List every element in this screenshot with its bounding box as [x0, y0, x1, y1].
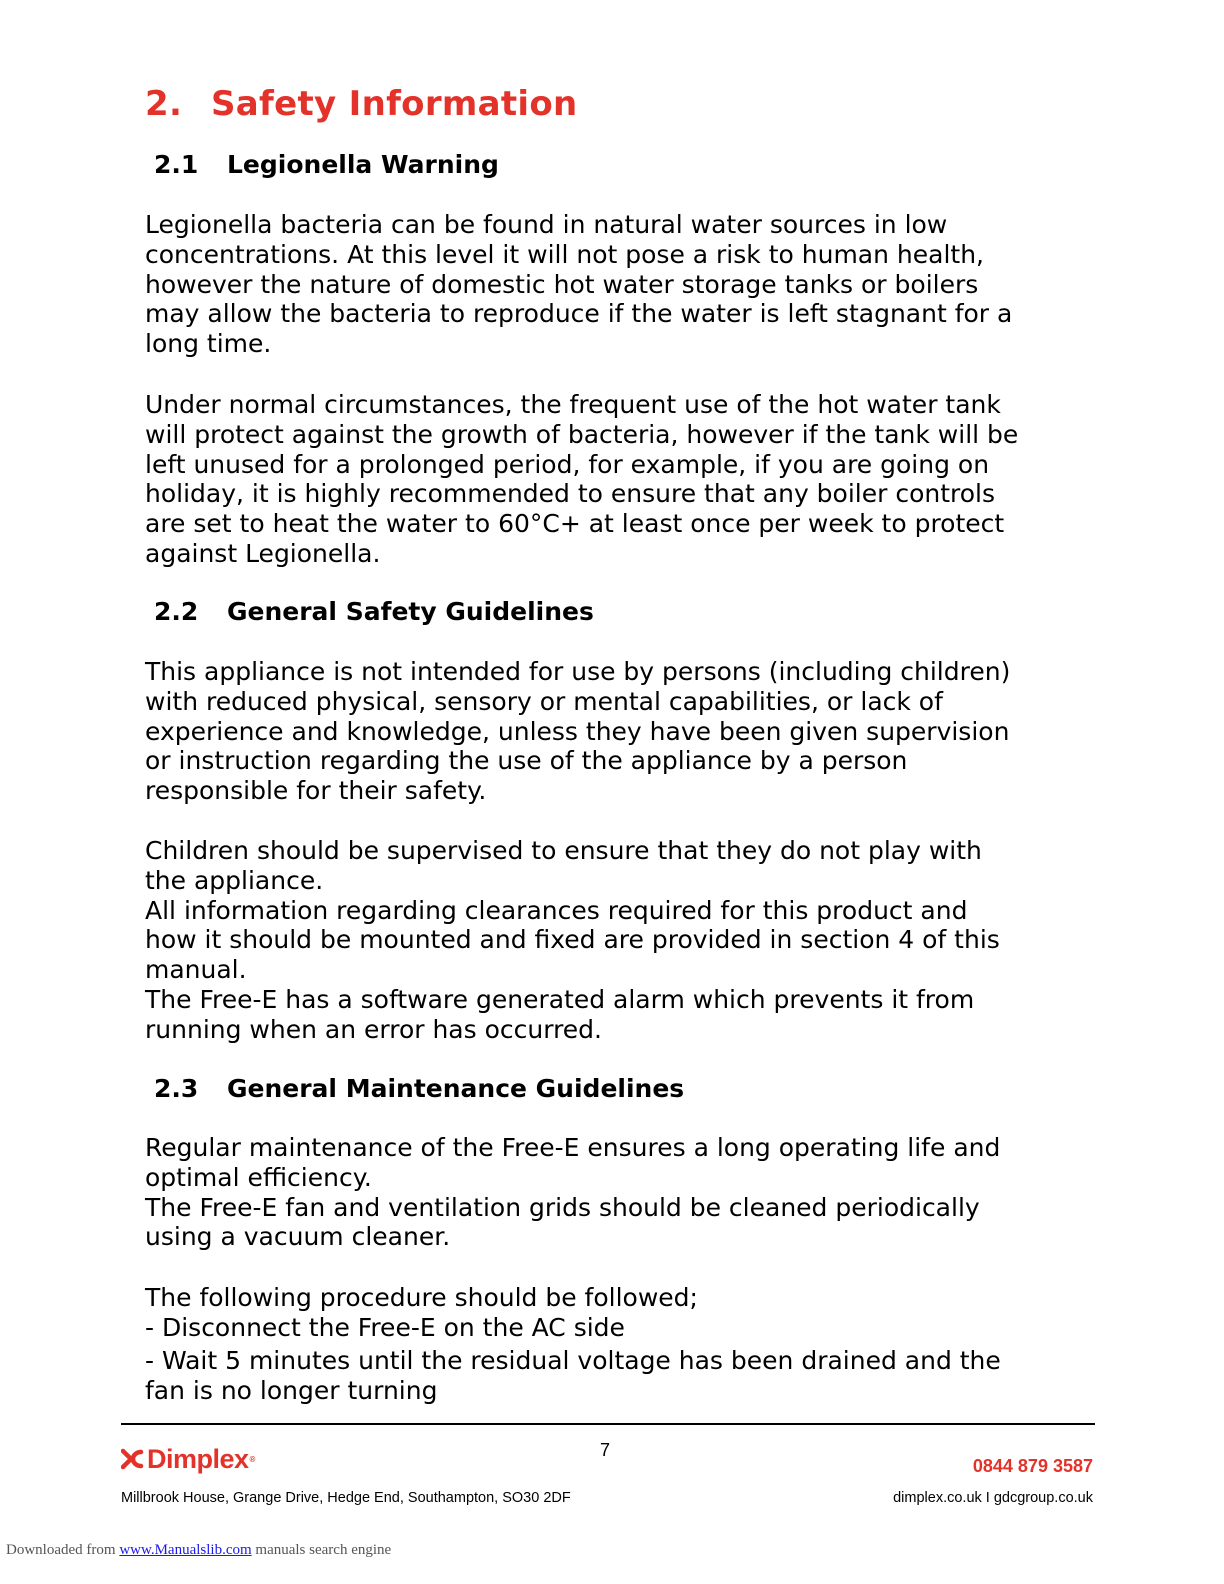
text-line: Regular maintenance of the Free-E ensures a long operating life and: [145, 1133, 1001, 1162]
text-line: the appliance.: [145, 865, 324, 895]
paragraph: [145, 1133, 1085, 1252]
text-line: - Wait 5 minutes until the residual voltage has been drained and the: [145, 1346, 1001, 1375]
subsection-heading-2-2: [154, 597, 594, 626]
dimplex-logo-icon: [121, 1448, 145, 1470]
text-line: optimal efficiency.: [145, 1162, 372, 1192]
paragraph: [145, 1346, 1085, 1406]
text-line: The Free-E fan and ventilation grids should be cleaned periodically: [145, 1192, 980, 1222]
section-heading: [145, 84, 578, 124]
text-line: manual.: [145, 955, 247, 985]
text-line: running when an error has occurred.: [145, 1014, 602, 1044]
text-line: The Free-E has a software generated alarm which prevents it from: [145, 984, 975, 1014]
text-line: - Disconnect the Free-E on the AC side: [145, 1312, 625, 1342]
text-line: left unused for a prolonged period, for example, if you are going on: [145, 449, 990, 479]
company-address: Millbrook House, Grange Drive, Hedge End, Southampton, SO30 2DF: [121, 1490, 571, 1506]
dimplex-logo: [121, 1442, 255, 1476]
text-line: Children should be supervised to ensure that they do not play with: [145, 836, 982, 865]
download-note: [6, 1542, 391, 1559]
text-line: long time.: [145, 329, 272, 359]
page-number: 7: [600, 1440, 611, 1460]
text-line: however the nature of domestic hot water storage tanks or boilers: [145, 269, 979, 299]
manualslib-link[interactable]: www.Manualslib.com: [119, 1542, 252, 1558]
text-line: This appliance is not intended for use by persons (including children): [145, 657, 1011, 686]
download-suffix: manuals search engine: [255, 1542, 392, 1558]
text-line: with reduced physical, sensory or mental capabilities, or lack of: [145, 686, 943, 716]
text-line: holiday, it is highly recommended to ensure that any boiler controls: [145, 479, 996, 509]
paragraph: [145, 657, 1085, 806]
footer-divider: [121, 1423, 1095, 1425]
text-line: fan is no longer turning: [145, 1375, 438, 1405]
text-line: are set to heat the water to 60°C+ at least once per week to protect: [145, 509, 1005, 539]
paragraph: [145, 390, 1085, 569]
text-line: how it should be mounted and fixed are provided in section 4 of this: [145, 925, 1000, 955]
download-prefix: Downloaded from: [6, 1542, 116, 1558]
text-line: may allow the bacteria to reproduce if the water is left stagnant for a: [145, 299, 1013, 329]
brand-name: Dimplex: [147, 1443, 249, 1474]
company-websites: dimplex.co.uk I gdcgroup.co.uk: [893, 1490, 1093, 1506]
text-line: Legionella bacteria can be found in natural water sources in low: [145, 210, 948, 239]
text-line: All information regarding clearances required for this product and: [145, 895, 968, 925]
subsection-title: General Safety Guidelines: [227, 597, 594, 626]
text-line: responsible for their safety.: [145, 776, 487, 806]
subsection-title: General Maintenance Guidelines: [227, 1074, 685, 1103]
text-line: or instruction regarding the use of the appliance by a person: [145, 746, 908, 776]
subsection-number: 2.2: [154, 597, 199, 626]
subsection-heading-2-3: [154, 1074, 684, 1103]
paragraph: [145, 836, 1085, 1045]
text-line: Under normal circumstances, the frequent use of the hot water tank: [145, 390, 1001, 419]
paragraph: [145, 210, 1085, 359]
text-line: concentrations. At this level it will not pose a risk to human health,: [145, 239, 984, 269]
subsection-number: 2.3: [154, 1074, 199, 1103]
paragraph: [145, 1283, 1085, 1343]
section-number: 2.: [145, 84, 183, 124]
text-line: will protect against the growth of bacteria, however if the tank will be: [145, 419, 1019, 449]
registered-mark: ®: [249, 1454, 256, 1464]
text-line: experience and knowledge, unless they have been given supervision: [145, 716, 1010, 746]
section-title: Safety Information: [211, 84, 578, 124]
subsection-number: 2.1: [154, 150, 199, 179]
phone-number: 0844 879 3587: [972, 1456, 1093, 1476]
subsection-heading-2-1: [154, 150, 499, 179]
text-line: The following procedure should be followed;: [145, 1283, 698, 1312]
text-line: using a vacuum cleaner.: [145, 1222, 451, 1252]
subsection-title: Legionella Warning: [227, 150, 499, 179]
text-line: against Legionella.: [145, 538, 381, 568]
